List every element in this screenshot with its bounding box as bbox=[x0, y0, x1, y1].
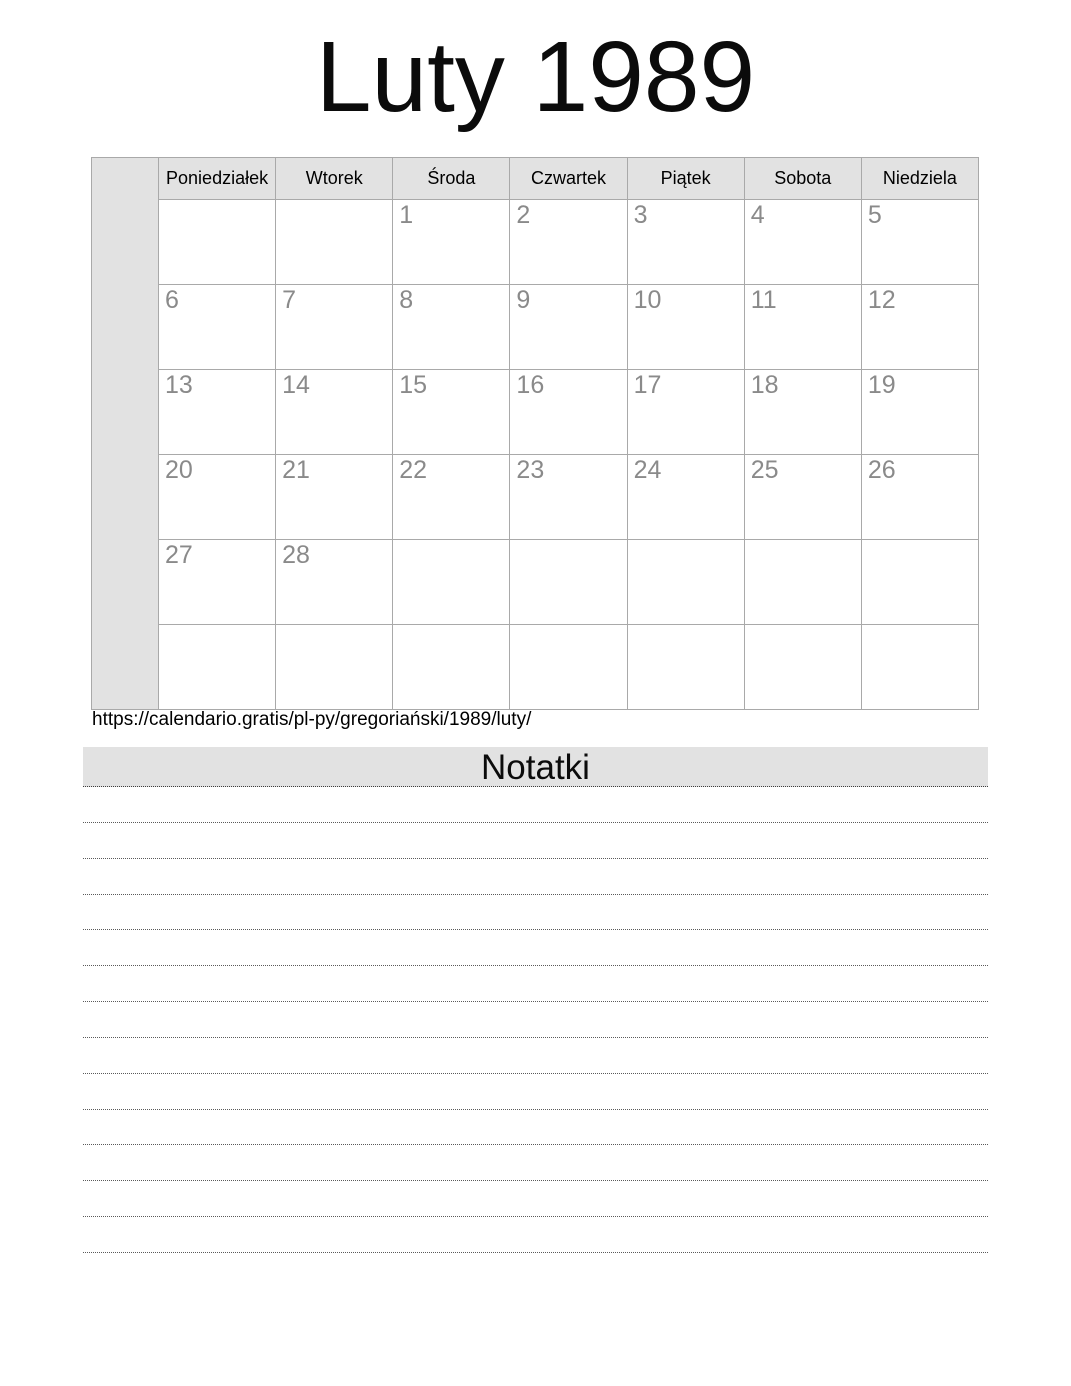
note-line bbox=[83, 1038, 988, 1074]
day-cell-empty bbox=[627, 540, 744, 625]
day-cell bbox=[159, 455, 276, 540]
day-cell bbox=[510, 285, 627, 370]
day-cell bbox=[861, 455, 978, 540]
day-number: 25 bbox=[750, 456, 779, 484]
weekday-header: Poniedziałek bbox=[159, 158, 276, 200]
notes-lines bbox=[83, 787, 988, 1253]
day-cell bbox=[861, 370, 978, 455]
day-number: 19 bbox=[867, 371, 896, 399]
day-cell-empty bbox=[744, 540, 861, 625]
note-line bbox=[83, 1217, 988, 1253]
day-number: 28 bbox=[282, 541, 310, 569]
weekday-header: Środa bbox=[393, 158, 510, 200]
day-number: 16 bbox=[516, 371, 545, 399]
day-cell bbox=[393, 455, 510, 540]
weekday-header: Niedziela bbox=[861, 158, 978, 200]
day-number: 7 bbox=[282, 286, 297, 314]
weekday-header: Sobota bbox=[744, 158, 861, 200]
day-cell-empty bbox=[159, 625, 276, 710]
day-cell bbox=[276, 540, 393, 625]
day-cell bbox=[744, 200, 861, 285]
note-line bbox=[83, 895, 988, 931]
day-cell bbox=[744, 455, 861, 540]
day-cell-empty bbox=[159, 200, 276, 285]
day-number: 23 bbox=[516, 456, 545, 484]
week-gutter-cell bbox=[92, 158, 159, 710]
calendar-table bbox=[91, 157, 979, 710]
day-cell-empty bbox=[510, 540, 627, 625]
weekday-header-row bbox=[92, 158, 979, 200]
day-number: 13 bbox=[165, 371, 193, 399]
note-line bbox=[83, 1145, 988, 1181]
day-cell-empty bbox=[276, 200, 393, 285]
day-cell bbox=[744, 370, 861, 455]
day-number: 18 bbox=[750, 371, 779, 399]
day-cell bbox=[393, 200, 510, 285]
day-cell bbox=[276, 285, 393, 370]
week-row bbox=[92, 540, 979, 625]
source-url-text: https://calendario.gratis/pl-py/gregoriański/1989/luty/ bbox=[92, 709, 532, 730]
day-number: 26 bbox=[867, 456, 896, 484]
day-number: 4 bbox=[750, 201, 765, 229]
week-row bbox=[92, 200, 979, 285]
day-number: 6 bbox=[165, 286, 179, 314]
day-number: 17 bbox=[633, 371, 662, 399]
day-number: 8 bbox=[399, 286, 414, 314]
day-cell bbox=[861, 200, 978, 285]
day-cell bbox=[276, 370, 393, 455]
day-cell-empty bbox=[393, 625, 510, 710]
week-row bbox=[92, 370, 979, 455]
day-number: 15 bbox=[399, 371, 428, 399]
day-number: 12 bbox=[867, 286, 896, 314]
day-number: 5 bbox=[867, 201, 882, 229]
note-line bbox=[83, 859, 988, 895]
week-row bbox=[92, 455, 979, 540]
day-cell bbox=[393, 285, 510, 370]
day-cell bbox=[744, 285, 861, 370]
day-number: 2 bbox=[516, 201, 531, 229]
day-cell bbox=[510, 200, 627, 285]
notes-title: Notatki bbox=[83, 747, 988, 787]
day-cell bbox=[627, 200, 744, 285]
day-number: 1 bbox=[399, 201, 414, 229]
day-cell bbox=[159, 540, 276, 625]
day-number: 9 bbox=[516, 286, 531, 314]
note-line bbox=[83, 966, 988, 1002]
day-number: 22 bbox=[399, 456, 428, 484]
note-line bbox=[83, 1074, 988, 1110]
weekday-header: Piątek bbox=[627, 158, 744, 200]
note-line bbox=[83, 930, 988, 966]
day-cell bbox=[510, 370, 627, 455]
note-line bbox=[83, 1110, 988, 1146]
day-cell bbox=[510, 455, 627, 540]
note-line bbox=[83, 823, 988, 859]
week-row bbox=[92, 285, 979, 370]
note-line bbox=[83, 787, 988, 823]
day-cell bbox=[627, 455, 744, 540]
calendar-section bbox=[91, 157, 979, 710]
day-number: 27 bbox=[165, 541, 193, 569]
week-row bbox=[92, 625, 979, 710]
day-cell-empty bbox=[861, 625, 978, 710]
note-line bbox=[83, 1002, 988, 1038]
day-number: 21 bbox=[282, 456, 310, 484]
day-cell-empty bbox=[276, 625, 393, 710]
day-cell-empty bbox=[627, 625, 744, 710]
day-cell-empty bbox=[393, 540, 510, 625]
day-number: 14 bbox=[282, 371, 310, 399]
day-number: 11 bbox=[750, 286, 777, 314]
day-cell bbox=[159, 285, 276, 370]
day-cell-empty bbox=[510, 625, 627, 710]
day-cell-empty bbox=[744, 625, 861, 710]
day-number: 3 bbox=[633, 201, 648, 229]
day-number: 10 bbox=[633, 286, 662, 314]
notes-section bbox=[83, 747, 988, 1253]
day-cell bbox=[393, 370, 510, 455]
weekday-header: Wtorek bbox=[276, 158, 393, 200]
day-cell bbox=[627, 285, 744, 370]
day-cell bbox=[159, 370, 276, 455]
note-line bbox=[83, 1181, 988, 1217]
day-cell bbox=[276, 455, 393, 540]
calendar-body bbox=[92, 158, 979, 710]
day-cell-empty bbox=[861, 540, 978, 625]
day-number: 24 bbox=[633, 456, 662, 484]
weekday-header: Czwartek bbox=[510, 158, 627, 200]
day-cell bbox=[861, 285, 978, 370]
page-title: Luty 1989 bbox=[315, 21, 756, 133]
day-cell bbox=[627, 370, 744, 455]
day-number: 20 bbox=[165, 456, 193, 484]
